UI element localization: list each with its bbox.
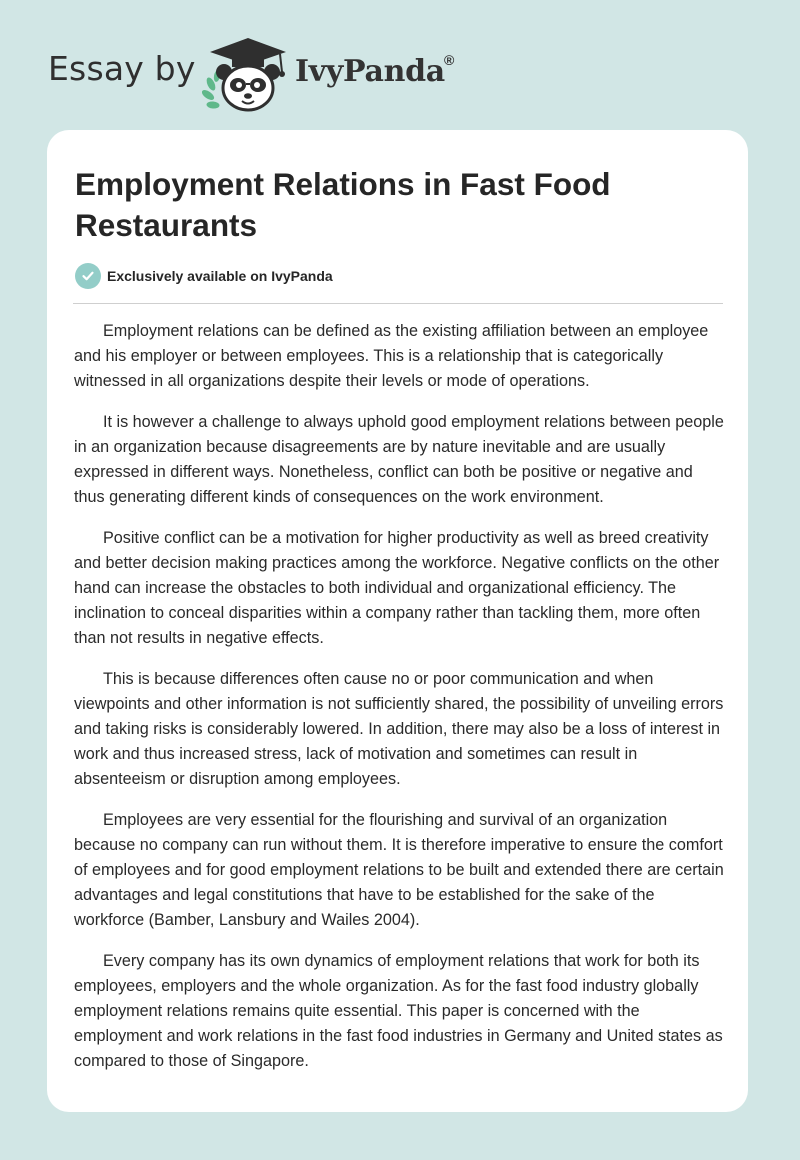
paragraph: Employment relations can be defined as the existing affiliation between an employee and his employer or between employees. This is a relationship that is categorically witnessed in all organizations despite their levels or mode of operations. [74, 322, 709, 390]
brand-name: IvyPanda [295, 54, 445, 89]
essay-by-label: Essay by [48, 49, 196, 88]
title-divider [73, 303, 723, 304]
paragraph: It is however a challenge to always uphold good employment relations between people in an organization because disagreements are by nature inevitable and are usually expressed in different ways. Nonetheless, conflict can both be positive or negative and thus generating different kinds of consequences on the work environment. [74, 413, 724, 506]
panda-graduate-icon [202, 34, 294, 114]
paragraph: Positive conflict can be a motivation for higher productivity as well as breed creativity and better decision making practices among the workforce. Negative conflicts on the other hand can increase the obstacles to both individual and organizational efficiency. The inclination to conceal disparities within a company rather than tackling them, more often than not results in negative effects. [74, 529, 720, 647]
site-header [48, 30, 508, 110]
essay-body [74, 319, 724, 1090]
exclusive-badge [75, 263, 333, 289]
registered-mark: ® [444, 52, 455, 68]
essay-card [47, 130, 748, 1112]
paragraph: This is because differences often cause no or poor communication and when viewpoints and other information is not sufficiently shared, the possibility of unveiling errors and taking risks is considerably lowered. In addition, there may also be a loss of interest in work and thus increased stress, lack of motivation and sometimes can result in absenteeism or disruption among employees. [74, 670, 724, 788]
paragraph: Employees are very essential for the flourishing and survival of an organization because no company can run without them. It is therefore imperative to ensure the comfort of employees and for good employment relations to be built and extended there are certain advantages and legal constitutions that have to be established for the sake of the workforce (Bamber, Lansbury and Wailes 2004). [74, 811, 724, 929]
paragraph: Every company has its own dynamics of employment relations that work for both its employees, employers and the whole organization. As for the fast food industry globally employment relations remains quite essential. This paper is concerned with the employment and work relations in the fast food industries in Germany and United states as compared to those of Singapore. [74, 952, 723, 1070]
check-icon [75, 263, 101, 289]
exclusive-badge-label: Exclusively available on IvyPanda [107, 268, 333, 284]
essay-title: Employment Relations in Fast Food Restaurants [75, 166, 611, 243]
